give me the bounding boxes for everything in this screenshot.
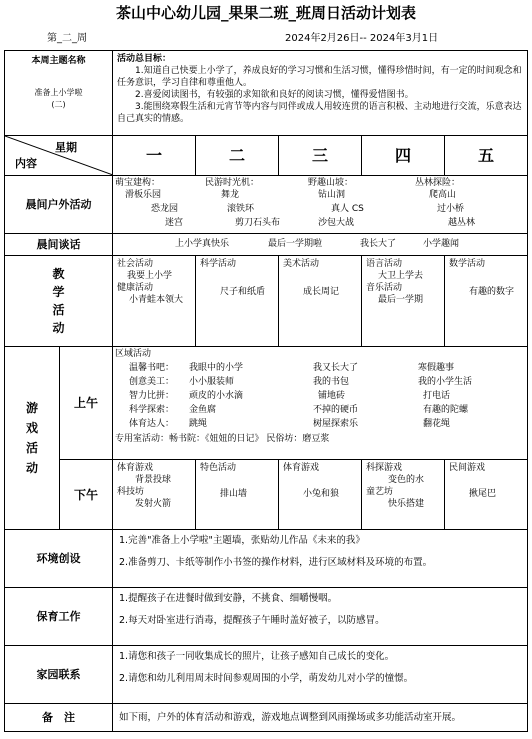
family-cell <box>113 646 528 704</box>
area-item: 我又长大了 <box>313 363 359 373</box>
goal-2: 2.喜爱阅读图书，有较强的求知欲和良好的阅读习惯，懂得爱惜图书。 <box>135 90 414 100</box>
env-item-2: 2.准备剪刀、卡纸等制作小书签的操作材料，进行区域材料及环境的布置。 <box>119 557 433 568</box>
teaching-line: 健康活动 <box>117 283 154 293</box>
outdoor-cell <box>113 176 528 234</box>
theme-part: (二) <box>51 100 66 109</box>
am-label: 上午 <box>60 347 113 460</box>
remark-label: 备 注 <box>5 704 113 732</box>
pm-line: 快乐搭建 <box>388 499 425 509</box>
game-am-cell <box>113 347 528 460</box>
theme-name: 准备上小学啦 <box>34 88 83 97</box>
teaching-line: 有趣的数字 <box>469 287 515 297</box>
outdoor-zone-2: 民游时光机： <box>205 178 260 188</box>
pm-line: 背景投球 <box>135 475 172 485</box>
pm-label: 下午 <box>60 460 113 530</box>
remark-text: 如下雨，户外的体育活动和游戏，游戏地点调整到风雨操场或多功能活动室开展。 <box>113 704 528 732</box>
env-item-1: 1.完善"准备上小学啦"主题墙，张贴幼儿作品《未来的我》 <box>119 535 365 546</box>
outdoor-item: 剪刀石头布 <box>235 218 281 228</box>
goals-label: 活动总目标： <box>117 54 172 64</box>
pm-line: 排山墙 <box>220 489 248 499</box>
pm-title: 体育游戏 <box>283 463 320 473</box>
outdoor-item: 过小桥 <box>437 204 465 214</box>
outdoor-item: 越丛林 <box>448 218 476 228</box>
game-pm-fri <box>445 460 528 530</box>
area-item: 跳绳 <box>189 419 208 429</box>
family-label: 家园联系 <box>5 646 113 704</box>
day-1: 一 <box>113 136 196 176</box>
teaching-mon <box>113 256 196 347</box>
weekly-plan-table <box>4 50 528 732</box>
outdoor-zone-3: 野趣山坡： <box>308 178 354 188</box>
area-name: 体育达人： <box>129 419 175 429</box>
teaching-line: 小青蛙本领大 <box>129 295 184 305</box>
teaching-wed <box>279 256 362 347</box>
area-title: 区域活动 <box>115 349 152 359</box>
week-label: 第_二_周 <box>47 33 87 44</box>
family-item-1: 1.请您和孩子一同收集成长的照片，让孩子感知自己成长的变化。 <box>119 651 395 662</box>
area-item: 我的书包 <box>313 377 350 387</box>
page-title: 茶山中心幼儿园_果果二班_班周日活动计划表 <box>115 4 416 22</box>
area-item: 翻花绳 <box>423 419 451 429</box>
game-label <box>5 347 60 530</box>
care-item-2: 2.每天对卧室进行消毒，提醒孩子午睡时盖好被子，以防感冒。 <box>119 615 385 626</box>
talk-label: 晨间谈话 <box>5 234 113 256</box>
area-name: 创意美工： <box>129 377 175 387</box>
pm-title: 体育游戏 <box>117 463 154 473</box>
teaching-line: 大卫上学去 <box>378 271 424 281</box>
care-item-1: 1.提醒孩子在进餐时做到安静，不挑食、细嚼慢咽。 <box>119 593 338 604</box>
outdoor-item: 恐龙园 <box>151 204 179 214</box>
care-label: 保育工作 <box>5 588 113 646</box>
outdoor-zone-1: 萌宝建构： <box>115 178 161 188</box>
theme-cell <box>5 51 113 136</box>
family-item-2: 2.请您和幼儿利用周末时间参观周围的小学，萌发幼儿对小学的憧憬。 <box>119 673 414 684</box>
env-cell <box>113 530 528 588</box>
area-item: 我眼中的小学 <box>189 363 244 373</box>
talk-topic-3: 我长大了 <box>360 239 397 249</box>
talk-cell <box>113 234 528 256</box>
outdoor-zone-4: 丛林探险： <box>415 178 461 188</box>
game-pm-wed <box>279 460 362 530</box>
special-room: 专用室活动：畅书院：《妞妞的日记》 民俗坊：磨豆浆 <box>115 434 330 444</box>
weekday-header-cell <box>5 136 113 176</box>
teaching-title: 美术活动 <box>283 259 320 269</box>
teaching-line: 成长周记 <box>303 287 340 297</box>
teaching-thu <box>362 256 445 347</box>
outdoor-item: 滑板乐园 <box>125 190 162 200</box>
area-item: 金鱼腐 <box>189 405 217 415</box>
area-item: 不掉的硬币 <box>313 405 359 415</box>
teaching-line: 我要上小学 <box>127 271 173 281</box>
teaching-title: 语言活动 <box>366 259 403 269</box>
weekday-header-top: 星期 <box>55 141 77 154</box>
outdoor-item: 爬高山 <box>429 190 457 200</box>
area-item: 铺地砖 <box>318 391 346 401</box>
teaching-line: 尺子和纸盾 <box>220 287 266 297</box>
teaching-title: 科学活动 <box>200 259 237 269</box>
game-pm-tue <box>196 460 279 530</box>
day-3: 三 <box>279 136 362 176</box>
pm-title: 特色活动 <box>200 463 237 473</box>
day-4: 四 <box>362 136 445 176</box>
area-item: 寒假趣事 <box>418 363 455 373</box>
area-item: 小小服装师 <box>189 377 235 387</box>
goals-cell <box>113 51 528 136</box>
pm-line: 小兔和狼 <box>303 489 340 499</box>
outdoor-item: 迷宫 <box>165 218 184 228</box>
pm-line: 发射火箭 <box>135 499 172 509</box>
area-name: 智力比拼： <box>129 391 175 401</box>
outdoor-item: 滚铁环 <box>227 204 255 214</box>
env-label: 环境创设 <box>5 530 113 588</box>
pm-title: 科探游戏 <box>366 463 403 473</box>
area-name: 科学探索： <box>129 405 175 415</box>
game-label-text: 游戏活动 <box>25 401 38 475</box>
talk-topic-2: 最后一学期啦 <box>268 239 323 249</box>
area-item: 我的小学生活 <box>418 377 473 387</box>
outdoor-item: 钻山洞 <box>318 190 346 200</box>
talk-topic-4: 小学趣闻 <box>423 239 460 249</box>
care-cell <box>113 588 528 646</box>
pm-line: 科技坊 <box>117 487 145 497</box>
area-item: 打电话 <box>423 391 451 401</box>
teaching-line: 最后一学期 <box>378 295 424 305</box>
date-range: 2024年2月26日-- 2024年3月1日 <box>285 33 439 44</box>
pm-line: 揪尾巴 <box>469 489 497 499</box>
teaching-label <box>5 256 113 347</box>
weekday-header-bottom: 内容 <box>15 157 37 170</box>
game-pm-mon <box>113 460 196 530</box>
area-item: 有趣的陀螺 <box>423 405 469 415</box>
pm-line: 童艺坊 <box>366 487 394 497</box>
talk-topic-1: 上小学真快乐 <box>175 239 230 249</box>
goal-3: 3.能围绕寒假生活和元宵节等内容与同伴或成人用较连贯的语言积极、主动地进行交流，乐意表达自己真实的情感。 <box>117 102 522 124</box>
teaching-line: 音乐活动 <box>366 283 403 293</box>
area-item: 树屋探索乐 <box>313 419 359 429</box>
area-name: 温馨书吧： <box>129 363 175 373</box>
pm-title: 民间游戏 <box>449 463 486 473</box>
area-item: 顽皮的小水滴 <box>189 391 244 401</box>
teaching-tue <box>196 256 279 347</box>
goal-1: 1.知道自己快要上小学了，养成良好的学习习惯和生活习惯，懂得珍惜时间，有一定的时间观念和任务意识，学习自律和尊重他人。 <box>117 66 522 88</box>
pm-line: 变色的水 <box>388 475 425 485</box>
outdoor-item: 沙包大战 <box>318 218 355 228</box>
teaching-fri <box>445 256 528 347</box>
outdoor-item: 舞龙 <box>221 190 240 200</box>
theme-label: 本周主题名称 <box>31 56 86 66</box>
game-pm-thu <box>362 460 445 530</box>
teaching-label-text: 教学活动 <box>52 267 65 335</box>
day-5: 五 <box>445 136 528 176</box>
teaching-title: 数学活动 <box>449 259 486 269</box>
teaching-title: 社会活动 <box>117 259 154 269</box>
day-2: 二 <box>196 136 279 176</box>
outdoor-item: 真人 CS <box>331 204 364 214</box>
outdoor-label: 晨间户外活动 <box>5 176 113 234</box>
